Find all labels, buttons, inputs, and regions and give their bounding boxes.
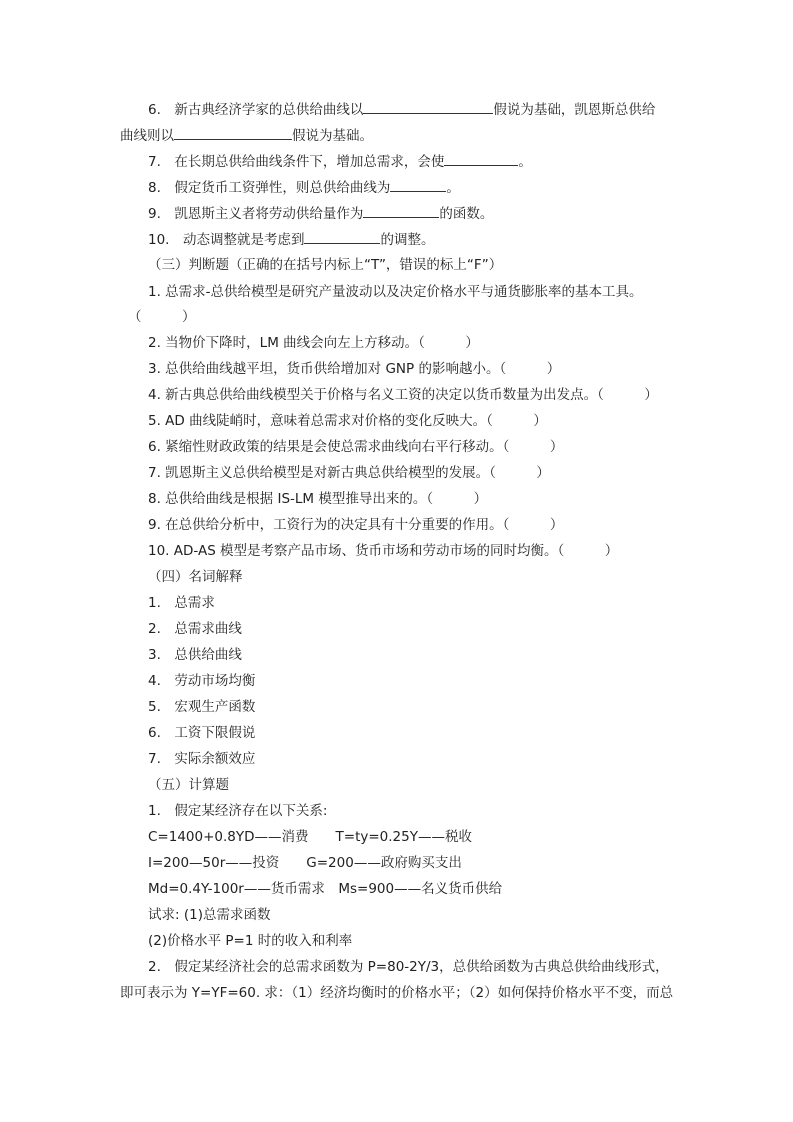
judge-item-4: 4. 新古典总供给曲线模型关于价格与名义工资的决定以货币数量为出发点。（ ） (148, 387, 658, 403)
fill-q6-text-b: 假说为基础，凯恩斯总供给 (493, 102, 656, 118)
fill-q6-text-d: 假说为基础。 (292, 128, 373, 144)
judge-item-5: 5. AD 曲线陡峭时，意味着总需求对价格的变化反映大。（ ） (148, 413, 547, 429)
fill-question-9 (148, 204, 493, 223)
answer-blank[interactable] (304, 230, 380, 244)
fill-q10-text-a: 10. 动态调整就是考虑到 (148, 232, 305, 248)
fill-q7-text-b: 。 (518, 154, 532, 170)
terms-heading: （四）名词解释 (148, 569, 243, 585)
calc-question-1: 1. 假定某经济存在以下关系: (148, 803, 328, 819)
judge-item-8: 8. 总供给曲线是根据 IS-LM 模型推导出来的。（ ） (148, 491, 488, 507)
judge-item-6: 6. 紧缩性财政政策的结果是会使总需求曲线向右平行移动。（ ） (148, 439, 564, 455)
fill-question-8 (148, 178, 460, 197)
calc-question-2: 2. 假定某经济社会的总需求函数为 P=80-2Y/3，总供给函数为古典总供给曲线形式， (148, 959, 669, 975)
calc-ask-2: (2)价格水平 P=1 时的收入和利率 (148, 933, 353, 949)
fill-q7-text-a: 7. 在长期总供给曲线条件下，增加总需求，会使 (148, 154, 445, 170)
calc-equation-2: I=200—50r——投资 G=200——政府购买支出 (148, 855, 462, 871)
term-item-2: 2. 总需求曲线 (148, 621, 242, 637)
fill-question-10 (148, 230, 434, 249)
term-item-6: 6. 工资下限假说 (148, 725, 256, 741)
judge-item-10: 10. AD-AS 模型是考察产品市场、货币市场和劳动市场的同时均衡。（ ） (148, 543, 619, 559)
term-item-7: 7. 实际余额效应 (148, 751, 256, 767)
judge-item-7: 7. 凯恩斯主义总供给模型是对新古典总供给模型的发展。（ ） (148, 465, 550, 481)
judge-item-1-paren[interactable]: （ ） (128, 309, 196, 325)
judge-item-1: 1. 总需求-总供给模型是研究产量波动以及决定价格水平与通货膨胀率的基本工具。 (148, 284, 643, 300)
fill-q8-text-b: 。 (446, 180, 460, 196)
answer-blank[interactable] (363, 204, 439, 218)
calc-equation-1: C=1400+0.8YD——消费 T=ty=0.25Y——税收 (148, 829, 472, 845)
term-item-3: 3. 总供给曲线 (148, 647, 242, 663)
fill-q6-text-c: 曲线则以 (120, 128, 174, 144)
fill-question-6-cont (120, 126, 373, 145)
fill-q8-text-a: 8. 假定货币工资弹性，则总供给曲线为 (148, 180, 391, 196)
judge-item-3: 3. 总供给曲线越平坦，货币供给增加对 GNP 的影响越小。（ ） (148, 361, 561, 377)
fill-q9-text-b: 的函数。 (439, 206, 494, 222)
judge-heading: （三）判断题（正确的在括号内标上“T”，错误的标上“F”） (148, 257, 503, 273)
calc-heading: （五）计算题 (148, 777, 229, 793)
fill-question-6 (148, 100, 655, 119)
answer-blank[interactable] (363, 100, 493, 114)
fill-q6-text-a: 6. 新古典经济学家的总供给曲线以 (148, 102, 364, 118)
judge-item-9: 9. 在总供给分析中，工资行为的决定具有十分重要的作用。（ ） (148, 517, 564, 533)
answer-blank[interactable] (444, 152, 518, 166)
fill-q10-text-b: 的调整。 (380, 232, 435, 248)
calc-question-2-cont: 即可表示为 Y=YF=60. 求：（1）经济均衡时的价格水平；（2）如何保持价格水平不变，而总 (120, 985, 674, 1001)
fill-question-7 (148, 152, 532, 171)
fill-q9-text-a: 9. 凯恩斯主义者将劳动供给量作为 (148, 206, 364, 222)
term-item-1: 1. 总需求 (148, 595, 215, 611)
answer-blank[interactable] (174, 126, 292, 140)
calc-equation-3: Md=0.4Y-100r——货币需求 Ms=900——名义货币供给 (148, 881, 503, 897)
answer-blank[interactable] (390, 178, 446, 192)
judge-item-2: 2. 当物价下降时，LM 曲线会向左上方移动。（ ） (148, 335, 479, 351)
term-item-5: 5. 宏观生产函数 (148, 699, 256, 715)
term-item-4: 4. 劳动市场均衡 (148, 673, 256, 689)
calc-ask-1: 试求: (1)总需求函数 (148, 907, 271, 923)
